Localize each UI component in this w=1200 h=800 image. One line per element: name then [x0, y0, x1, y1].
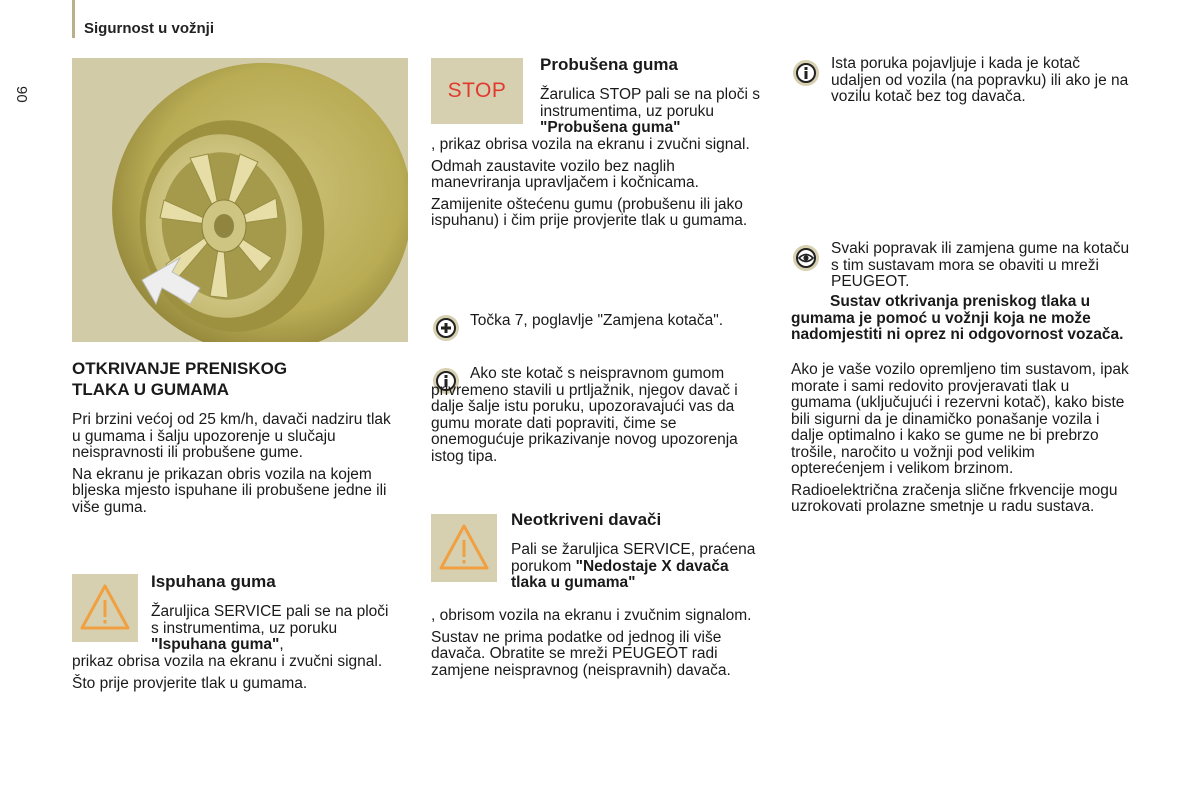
sensors-p2: Sustav ne prima podatke od jednog ili više davača. Obratite se mreži PEUGEOT radi zamjene neispravnog (neispravnih) davača. [431, 628, 731, 679]
section-title-line-1: OTKRIVANJE PRENISKOG [72, 359, 288, 378]
deflated-text [72, 654, 400, 697]
warning-triangle-icon [431, 514, 497, 582]
deflated-text-indent: Žaruljica SERVICE pali se na ploči s instrumentima, uz poruku "Ispuhana guma", [151, 603, 389, 653]
section-title [72, 358, 402, 400]
punctured-p1-bold: "Probušena guma" [540, 119, 681, 136]
right-text [791, 362, 1131, 521]
intro-paragraph-1: Pri brzini većoj od 25 km/h, davači nadziru tlak u gumama i šalju upozorenje u slučaju neispravnosti ili probušene gume. [72, 411, 391, 461]
plus-icon [431, 313, 461, 343]
right-p1: Ako je vaše vozilo opremljeno tim sustavom, ipak morate i sami redovito provjeravati tlak u gumama (uključujući i rezervni kotač), kako biste bili sigurni da je dinamičko ponašanje vozila i dalje optimalno i kako se gume ne bi prebrzo trošile, naročito u vožnji pod velikim opterećenjem i velikom brzinom. [791, 361, 1129, 477]
punctured-text-indent [540, 87, 762, 137]
punctured-title: Probušena guma [540, 55, 678, 74]
warning-panel-deflated [72, 574, 138, 642]
section-title-line-2: TLAKA U GUMAMA [72, 380, 230, 399]
deflated-p2: Što prije provjerite tlak u gumama. [72, 674, 308, 692]
sensors-text-indent [511, 542, 757, 592]
deflated-p1-a: Žaruljica SERVICE pali se na ploči s instrumentima, uz poruku [151, 603, 389, 637]
stop-panel [431, 58, 523, 124]
header-bar [72, 0, 75, 38]
warning-panel-sensors [431, 514, 497, 582]
info-icon [791, 58, 821, 88]
sensors-p1-bold: "Nedostaje X davača tlaka u gumama" [511, 557, 729, 591]
sensors-title: Neotkriveni davači [511, 510, 662, 529]
reference-text: Točka 7, poglavlje "Zamjena kotača". [470, 312, 724, 329]
page-number: 90 [13, 86, 30, 103]
wheel-image [72, 58, 408, 342]
stop-icon: STOP [447, 79, 507, 102]
deflated-p1-tail: prikaz obrisa vozila na ekranu i zvučni signal. [72, 653, 383, 670]
eye-icon-svg [791, 243, 821, 273]
intro-text [72, 412, 396, 521]
info-text-middle: Ako ste kotač s neispravnom gumom privremeno stavili u prtljažnik, njegov davač i dalje šalje istu poruku, upozoravajući vas da gumu morate dati popraviti, čime se onemogućuje prikazivanje novog upozorenja istog tipa. [431, 365, 738, 465]
right-p2: Radioelektrična zračenja slične frkvencije mogu uzrokovati prolazne smetnje u radu sustava. [791, 481, 1118, 515]
warning-triangle-icon [72, 574, 138, 642]
info-icon-right [791, 58, 821, 88]
bold-note: Sustav otkrivanja preniskog tlaka u gumama je pomoć u vožnji koja ne može nadomjestiti ni oprez ni odgovornost vozača. [791, 293, 1124, 343]
punctured-text [431, 137, 763, 235]
punctured-p1-a: Žarulica STOP pali se na ploči s instrumentima, uz poruku [540, 86, 760, 120]
punctured-p3: Zamijenite oštećenu gumu (probušenu ili jako ispuhanu) i čim prije provjerite tlak u gumama. [431, 195, 748, 229]
punctured-p1-tail: , prikaz obrisa vozila na ekranu i zvučni signal. [431, 136, 750, 153]
page-header-title: Sigurnost u vožnji [84, 20, 214, 37]
sensors-p1-a: Pali se žaruljica SERVICE, praćena porukom [511, 541, 756, 575]
eye-note-text: Svaki popravak ili zamjena gume na kotaču s tim sustavam mora se obaviti u mreži PEUGEOT. [831, 240, 1130, 290]
plus-icon-svg [431, 313, 461, 343]
sensors-p1-tail: , obrisom vozila na ekranu i zvučnim signalom. [431, 607, 752, 624]
eye-icon [791, 243, 821, 273]
sensors-text [431, 608, 767, 684]
punctured-p2: Odmah zaustavite vozilo bez naglih manevriranja upravljačem i kočnicama. [431, 157, 699, 191]
tyre-illustration [72, 58, 408, 342]
deflated-title: Ispuhana guma [151, 572, 276, 591]
intro-paragraph-2: Na ekranu je prikazan obris vozila na kojem bljeska mjesto ispuhane ili probušene jedne ili više guma. [72, 465, 387, 516]
info-text-right: Ista poruka pojavljuje i kada je kotač udaljen od vozila (na popravku) ili ako je na vozilu kotač bez tog davača. [831, 55, 1129, 105]
deflated-p1-bold: "Ispuhana guma" [151, 636, 280, 653]
